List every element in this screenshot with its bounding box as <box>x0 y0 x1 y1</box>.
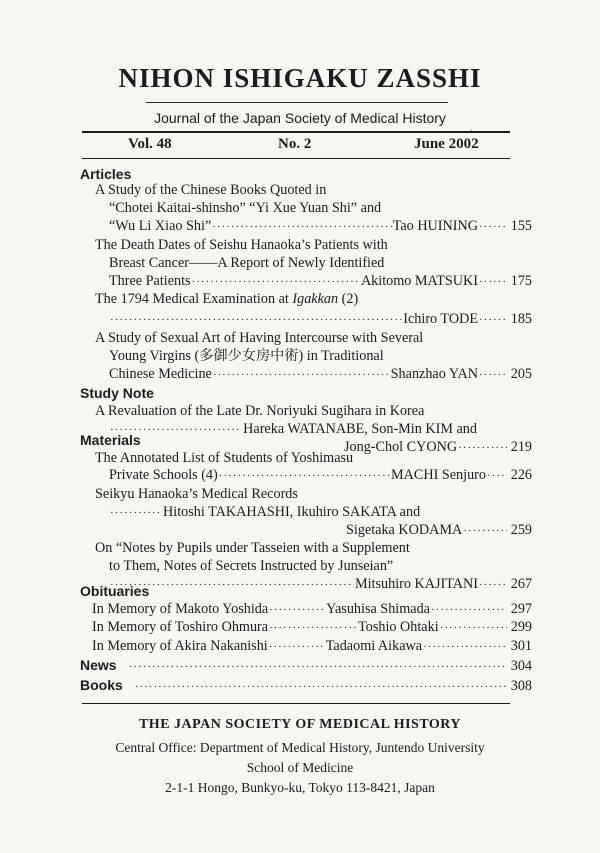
toc-entry[interactable] <box>92 637 532 655</box>
entry-authors: Hitoshi TAKAHASHI, Ikuhiro SAKATA and <box>163 504 421 520</box>
number-label: No. 2 <box>278 136 312 152</box>
entry-page: 155 <box>510 218 532 234</box>
section-heading-news: News <box>80 657 117 673</box>
dot-leader <box>440 619 507 637</box>
section-heading-articles: Articles <box>80 166 132 182</box>
entry-title-line: The Annotated List of Students of Yoshimasu <box>95 450 354 466</box>
dot-leader <box>129 658 507 676</box>
dot-leader <box>269 619 357 637</box>
entry-author: MACHI Senjuro <box>391 467 486 483</box>
entry-page: 175 <box>510 273 532 289</box>
volume-label: Vol. 48 <box>128 136 172 152</box>
dot-leader <box>479 366 507 384</box>
dot-leader <box>212 218 391 236</box>
entry-title-line: Three Patients <box>109 273 191 289</box>
entry-page: 304 <box>510 658 532 674</box>
section-heading-obituaries: Obituaries <box>80 583 150 599</box>
entry-page: 297 <box>510 601 532 617</box>
entry-leader-line <box>109 272 532 290</box>
entry-page: 301 <box>510 638 532 654</box>
issue-rule-bottom <box>82 158 510 159</box>
date-label: June 2002 <box>414 136 479 152</box>
office-line: School of Medicine <box>246 760 354 775</box>
entry-author: Tao HUINING <box>392 218 478 234</box>
toc-entry[interactable] <box>92 618 532 636</box>
office-line: Central Office: Department of Medical History, Juntendo University <box>115 740 485 755</box>
dot-leader <box>110 504 162 522</box>
entry-leader-line <box>109 466 532 484</box>
entry-title-line: A Study of the Chinese Books Quoted in <box>95 182 327 198</box>
entry-author: Jong-Chol CYONG <box>344 439 458 455</box>
dot-leader <box>219 467 390 485</box>
dot-leader <box>269 601 325 619</box>
entry-leader-line <box>346 521 532 539</box>
ink-mark: ‘ <box>470 128 473 137</box>
entry-title-line: Chinese Medicine <box>109 366 212 382</box>
entry-author: Akitomo MATSUKI <box>360 273 478 289</box>
address-line: 2-1-1 Hongo, Bunkyo-ku, Tokyo 113-8421, Japan <box>165 780 435 795</box>
entry-title-line <box>95 290 358 308</box>
entry-title-line: Seikyu Hanaoka’s Medical Records <box>95 486 298 502</box>
entry-title-part: (2) <box>341 291 359 307</box>
entry-leader-line <box>109 420 477 438</box>
entry-page: 185 <box>510 311 532 327</box>
entry-title-line: “Chotei Kaitai-shinsho” “Yi Xue Yuan Shi” and <box>109 200 382 216</box>
entry-page: 259 <box>510 522 532 538</box>
toc-entry[interactable] <box>92 600 532 618</box>
entry-title-line: Private Schools (4) <box>109 467 218 483</box>
dot-leader <box>213 366 390 384</box>
dot-leader <box>192 273 360 291</box>
dot-leader <box>135 678 507 696</box>
society-name: THE JAPAN SOCIETY OF MEDICAL HISTORY <box>138 717 462 732</box>
issue-rule-top <box>82 131 510 133</box>
entry-page: 308 <box>510 678 532 694</box>
entry-leader-line <box>109 575 532 593</box>
journal-title: NIHON ISHIGAKU ZASSHI <box>118 63 482 93</box>
dot-leader <box>479 273 507 291</box>
entry-title-line: Breast Cancer——A Report of Newly Identified <box>109 255 385 271</box>
dot-leader <box>269 638 325 656</box>
dot-leader <box>479 576 507 594</box>
entry-leader-line <box>109 310 532 328</box>
section-heading-books: Books <box>80 677 123 693</box>
entry-title-line: In Memory of Akira Nakanishi <box>92 638 268 654</box>
entry-page: 299 <box>510 619 532 635</box>
entry-title-line: In Memory of Toshiro Ohmura <box>92 619 269 635</box>
entry-authors: Hareka WATANABE, Son-Min KIM and <box>243 421 477 437</box>
entry-page: 267 <box>510 576 532 592</box>
entry-author: Tadaomi Aikawa <box>325 638 423 654</box>
issue-info <box>128 136 508 156</box>
section-heading-study-note: Study Note <box>80 385 154 401</box>
entry-title-line: to Them, Notes of Secrets Instructed by Junseian” <box>109 558 394 574</box>
dot-leader <box>110 311 402 329</box>
entry-leader-line <box>109 365 532 383</box>
entry-page: 219 <box>510 439 532 455</box>
entry-leader-line <box>109 503 483 521</box>
section-heading-materials: Materials <box>80 432 141 448</box>
entry-title-line: Young Virgins (多御少女房中術) in Traditional <box>109 348 384 364</box>
entry-title-line: On “Notes by Pupils under Tasseien with a Supplement <box>95 540 410 556</box>
journal-subtitle: Journal of the Japan Society of Medical History <box>154 110 446 126</box>
toc-entry[interactable] <box>80 676 532 694</box>
entry-page: 226 <box>510 467 532 483</box>
entry-author: Sigetaka KODAMA <box>346 522 463 538</box>
entry-title-part: The 1794 Medical Examination at <box>95 291 289 307</box>
entry-page: 205 <box>510 366 532 382</box>
entry-title-line: A Revaluation of the Late Dr. Noriyuki Sugihara in Korea <box>95 403 425 419</box>
entry-title-line: “Wu Li Xiao Shi” <box>109 218 212 234</box>
dot-leader <box>487 467 507 485</box>
entry-title-italic: Igakkan <box>292 291 339 307</box>
entry-title-line: In Memory of Makoto Yoshida <box>92 601 269 617</box>
entry-author: Toshio Ohtaki <box>358 619 439 635</box>
dot-leader <box>479 218 507 236</box>
entry-author: Mitsuhiro KAJITANI <box>355 576 478 592</box>
entry-leader-line <box>344 438 532 456</box>
title-rule <box>146 102 448 103</box>
entry-title-line: The Death Dates of Seishu Hanaoka’s Patients with <box>95 237 388 253</box>
entry-leader-line <box>109 217 532 235</box>
toc-entry[interactable] <box>80 656 532 674</box>
entry-author: Yasuhisa Shimada <box>326 601 430 617</box>
entry-title-line: A Study of Sexual Art of Having Intercourse with Several <box>95 330 424 346</box>
dot-leader <box>423 638 507 656</box>
dot-leader <box>479 311 507 329</box>
footer-rule <box>82 703 510 704</box>
dot-leader <box>458 439 507 457</box>
dot-leader <box>431 601 507 619</box>
entry-author: Shanzhao YAN <box>390 366 478 382</box>
entry-author: Ichiro TODE <box>403 311 478 327</box>
dot-leader <box>463 522 507 540</box>
